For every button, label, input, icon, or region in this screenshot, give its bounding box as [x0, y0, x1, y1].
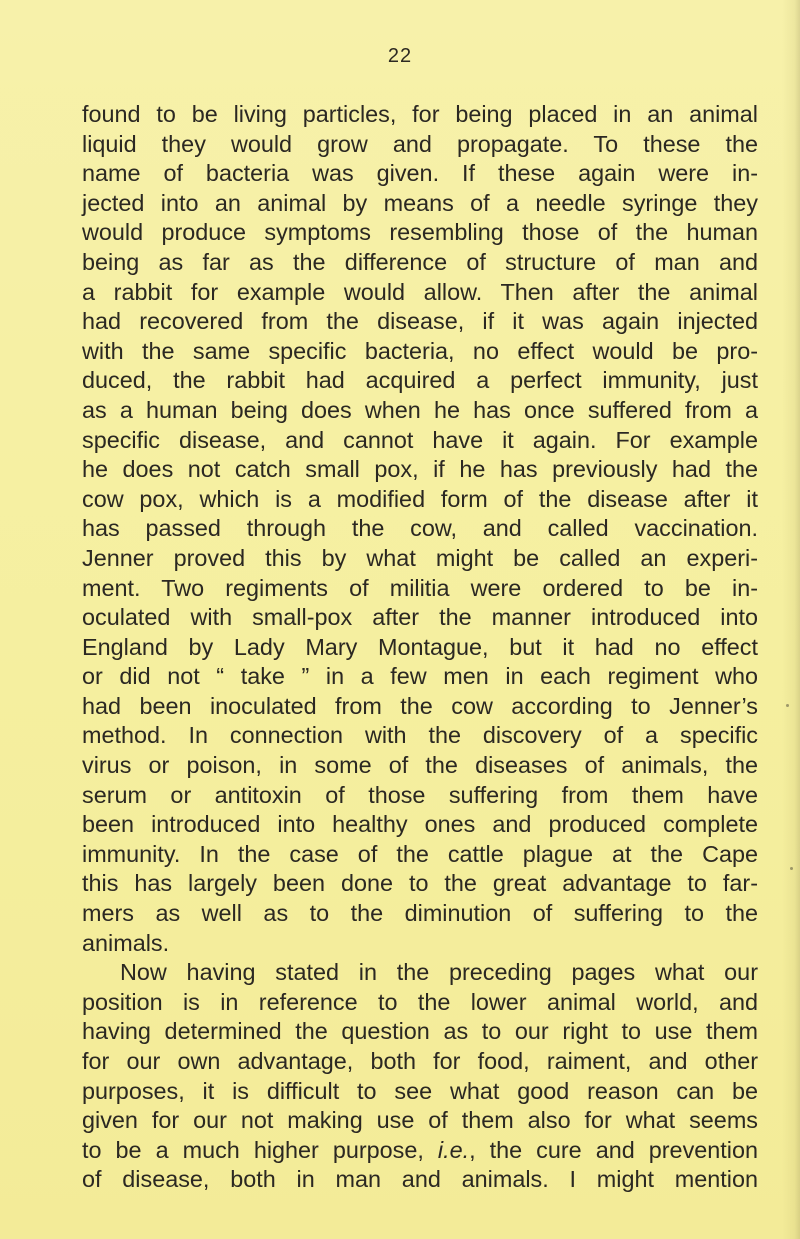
text-line: mers as well as to the diminution of suffering to the: [82, 900, 758, 927]
line-segment-after: , the cure and prevention: [469, 1136, 758, 1163]
italic-abbreviation: i.e.: [437, 1136, 470, 1163]
line-segment-before: to be a much higher purpose,: [82, 1136, 438, 1163]
text-line: a rabbit for example would allow. Then after the animal: [82, 278, 758, 305]
text-line: duced, the rabbit had acquired a perfect immunity, just: [82, 367, 758, 394]
text-line: given for our not making use of them also for what seems: [82, 1107, 758, 1134]
paragraph-start-line: Now having stated in the preceding pages what our: [120, 959, 758, 986]
text-line: being as far as the difference of structure of man and: [82, 248, 758, 275]
text-line: this has largely been done to the great advantage to far-: [82, 870, 758, 897]
text-line: serum or antitoxin of those suffering from them have: [82, 781, 758, 808]
paragraph-end-line: animals.: [82, 929, 170, 956]
text-line: would produce symptoms resembling those of the human: [82, 219, 758, 246]
text-line: he does not catch small pox, if he has previously had the: [82, 456, 758, 483]
text-line: oculated with small-pox after the manner introduced into: [82, 604, 758, 631]
text-line: of disease, both in man and animals. I might mention: [82, 1166, 758, 1193]
text-line: ment. Two regiments of militia were ordered to be in-: [82, 574, 758, 601]
text-line: jected into an animal by means of a needle syringe they: [82, 189, 758, 216]
text-line: had recovered from the disease, if it was again injected: [82, 308, 758, 335]
text-line: name of bacteria was given. If these again were in-: [82, 160, 758, 187]
paper-speck: [790, 867, 793, 870]
page-edge-shadow: [782, 0, 800, 1239]
body-text: [82, 100, 758, 1195]
text-line: has passed through the cow, and called vaccination.: [82, 515, 758, 542]
text-line: had been inoculated from the cow according to Jenner’s: [82, 692, 758, 719]
text-line: with the same specific bacteria, no effect would be pro-: [82, 337, 758, 364]
text-line: or did not “ take ” in a few men in each regiment who: [82, 663, 758, 690]
text-line: Jenner proved this by what might be called an experi-: [82, 544, 758, 571]
page-number: 22: [387, 45, 413, 67]
text-line: as a human being does when he has once suffered from a: [82, 396, 758, 423]
text-line: England by Lady Mary Montague, but it had no effect: [82, 633, 758, 660]
text-line: cow pox, which is a modified form of the disease after it: [82, 485, 758, 512]
text-line: found to be living particles, for being placed in an animal: [82, 101, 758, 127]
text-line-with-italic: [82, 1136, 758, 1166]
text-line: having determined the question as to our right to use them: [82, 1018, 758, 1045]
text-line: position is in reference to the lower animal world, and: [82, 988, 758, 1015]
text-line: purposes, it is difficult to see what good reason can be: [82, 1077, 758, 1104]
text-line: virus or poison, in some of the diseases of animals, the: [82, 752, 758, 779]
text-line: immunity. In the case of the cattle plague at the Cape: [82, 840, 758, 867]
text-line: liquid they would grow and propagate. To these the: [82, 130, 758, 157]
text-line: method. In connection with the discovery of a specific: [82, 722, 758, 749]
text-line: for our own advantage, both for food, raiment, and other: [82, 1048, 758, 1074]
paper-speck: [786, 704, 789, 707]
text-line: specific disease, and cannot have it again. For example: [82, 426, 758, 453]
text-line: been introduced into healthy ones and produced complete: [82, 811, 758, 838]
